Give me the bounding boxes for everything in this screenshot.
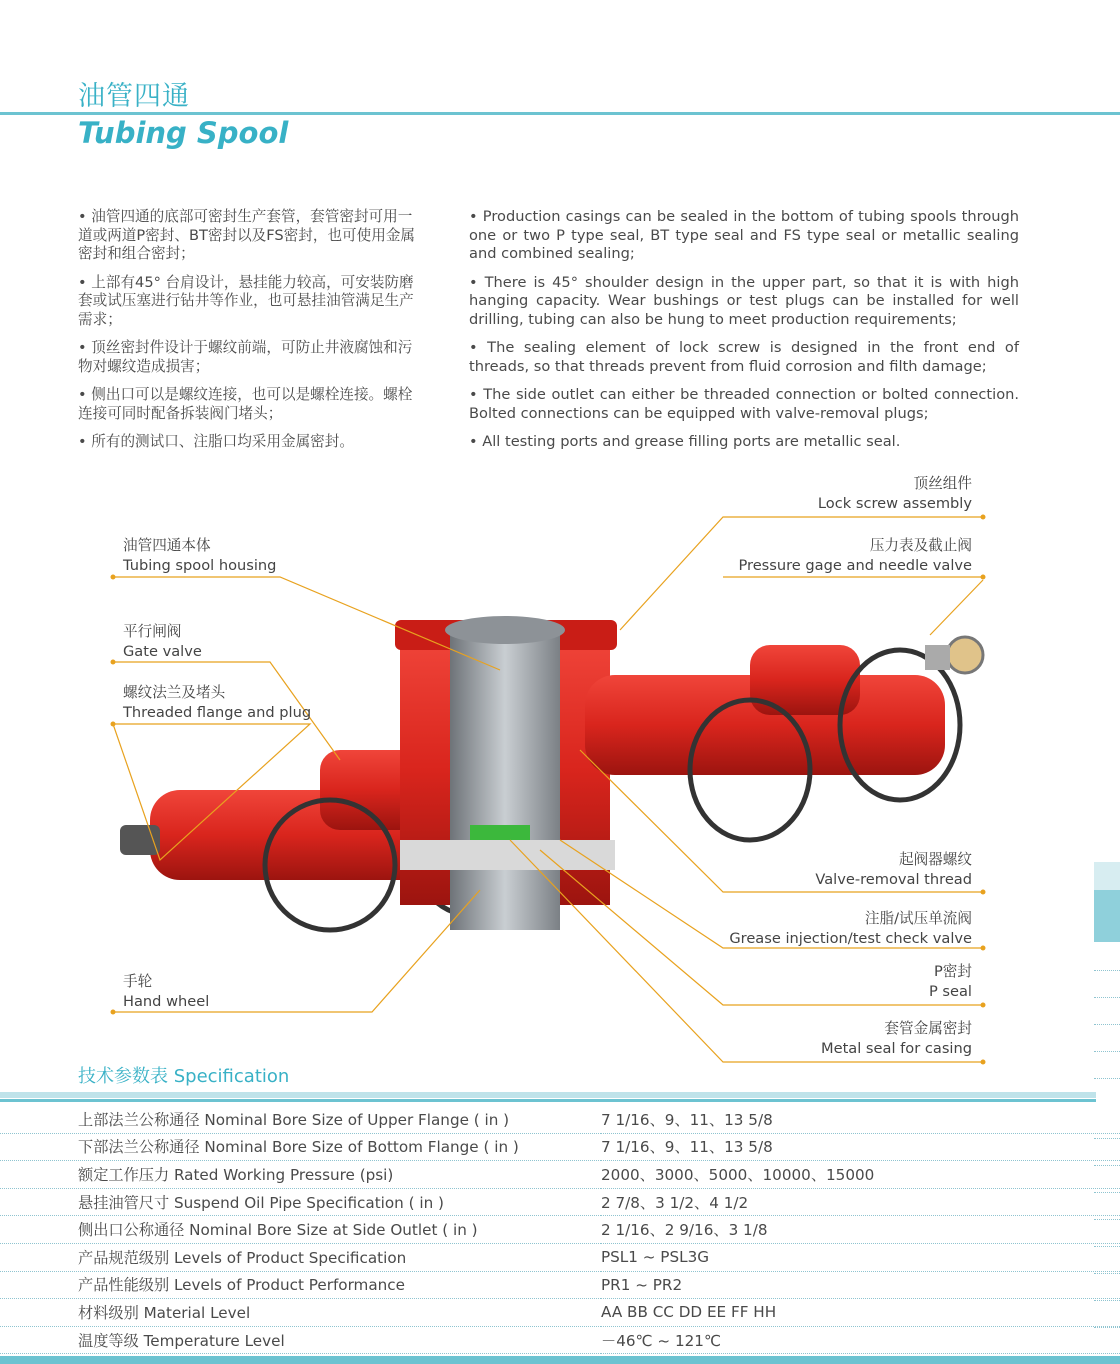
callout-hand-wheel-en: Hand wheel <box>123 992 210 1010</box>
title-divider <box>0 112 1120 115</box>
callout-pressure-gage-en: Pressure gage and needle valve <box>738 556 972 574</box>
callout-metal-seal <box>821 1019 972 1058</box>
table-row <box>0 1161 1120 1189</box>
table-row <box>0 1299 1120 1327</box>
page-edge-dotline <box>1094 1078 1120 1079</box>
page-edge-dotline <box>1094 1192 1120 1193</box>
callout-valve-removal-en: Valve-removal thread <box>815 870 972 888</box>
page-edge-dotline <box>1094 997 1120 998</box>
page-edge-dotline <box>1094 1300 1120 1301</box>
callout-hand-wheel <box>123 972 209 1011</box>
feature-cn-5: • 所有的测试口、注脂口均采用金属密封。 <box>78 433 423 452</box>
table-row <box>0 1106 1120 1133</box>
spec-param: 侧出口公称通径 Nominal Bore Size at Side Outlet ( in ) <box>0 1216 601 1244</box>
feature-en-5: • All testing ports and grease filling ports are metallic seal. <box>469 433 1019 452</box>
callout-pressure-gage <box>738 536 972 575</box>
callout-lock-screw-en: Lock screw assembly <box>817 494 972 512</box>
spec-value: AA BB CC DD EE FF HH <box>601 1299 1120 1327</box>
callout-threaded-flange-cn: 螺纹法兰及堵头 <box>123 684 226 701</box>
spec-value: 7 1/16、9、11、13 5/8 <box>601 1133 1120 1161</box>
feature-en-4: • The side outlet can either be threaded connection or bolted connection. Bolted connections can be equipped with valve-removal plugs; <box>469 386 1019 423</box>
callout-gate-valve-en: Gate valve <box>123 642 202 660</box>
feature-en-1: • Production casings can be sealed in the bottom of tubing spools through one or two P type seal, BT type seal and FS type seal or metallic sealing and combined sealing; <box>469 208 1019 264</box>
page-edge-dotline <box>1094 1327 1120 1328</box>
page-edge-tab-active <box>1094 890 1120 942</box>
callout-gate-valve <box>123 622 202 661</box>
callout-lock-screw-cn: 顶丝组件 <box>913 475 972 492</box>
feature-cn-1: • 油管四通的底部可密封生产套管，套管密封可用一道或两道P密封、BT密封以及FS密封，也可使用金属密封和组合密封； <box>78 208 423 264</box>
page-edge-dotline <box>1094 1219 1120 1220</box>
callout-grease-injection-en: Grease injection/test check valve <box>729 929 972 947</box>
callout-p-seal-cn: P密封 <box>934 963 972 980</box>
spec-value: 2 7/8、3 1/2、4 1/2 <box>601 1188 1120 1216</box>
spec-title-en: Specification <box>173 1066 290 1087</box>
table-row <box>0 1216 1120 1244</box>
feature-cn-3: • 顶丝密封件设计于螺纹前端，可防止井液腐蚀和污物对螺纹造成损害； <box>78 339 423 376</box>
callout-hand-wheel-cn: 手轮 <box>123 973 153 990</box>
spec-title <box>78 1062 289 1088</box>
callout-grease-injection-cn: 注脂/试压单流阀 <box>864 910 972 927</box>
spec-param: 温度等级 Temperature Level <box>0 1326 601 1354</box>
feature-en-2: • There is 45° shoulder design in the upper part, so that it is with high hanging capacity. Wear bushings or test plugs can be installed for well drilling, tubing can also be hung to meet production requirements; <box>469 274 1019 330</box>
page-bottom-bar <box>0 1356 1120 1364</box>
callout-threaded-flange-en: Threaded flange and plug <box>123 703 312 721</box>
spec-param: 材料级别 Material Level <box>0 1299 601 1327</box>
callout-pressure-gage-cn: 压力表及截止阀 <box>869 537 972 554</box>
callout-lock-screw <box>818 474 972 513</box>
spec-value: －46℃ ~ 121℃ <box>601 1326 1120 1354</box>
callout-housing <box>123 536 276 575</box>
page-edge-dotline <box>1094 1024 1120 1025</box>
table-row <box>0 1243 1120 1271</box>
table-row <box>0 1133 1120 1161</box>
callout-p-seal-en: P seal <box>928 982 972 1000</box>
page-title-en: Tubing Spool <box>78 116 289 150</box>
spec-param: 产品性能级别 Levels of Product Performance <box>0 1271 601 1299</box>
spec-value: PR1 ~ PR2 <box>601 1271 1120 1299</box>
page-title-cn: 油管四通 <box>78 81 190 112</box>
callout-p-seal <box>929 962 972 1001</box>
callout-threaded-flange <box>123 683 311 722</box>
page-edge-dotline <box>1094 1246 1120 1247</box>
spec-value: PSL1 ~ PSL3G <box>601 1243 1120 1271</box>
page-edge-dotline <box>1094 970 1120 971</box>
callout-housing-cn: 油管四通本体 <box>123 537 211 554</box>
feature-cn-4: • 侧出口可以是螺纹连接，也可以是螺栓连接。螺栓连接可同时配备拆装阀门堵头； <box>78 386 423 423</box>
features-cn <box>78 208 423 462</box>
spec-value: 2 1/16、2 9/16、3 1/8 <box>601 1216 1120 1244</box>
callout-gate-valve-cn: 平行闸阀 <box>123 623 182 640</box>
feature-en-3: • The sealing element of lock screw is designed in the front end of threads, so that threads prevent from fluid corrosion and filth damage; <box>469 339 1019 376</box>
callout-valve-removal-cn: 起阀器螺纹 <box>899 851 972 868</box>
spec-value: 2000、3000、5000、10000、15000 <box>601 1161 1120 1189</box>
spec-table <box>0 1106 1120 1354</box>
spec-divider-light <box>0 1092 1096 1098</box>
callout-valve-removal <box>815 850 972 889</box>
features-en <box>469 208 1019 462</box>
feature-cn-2: • 上部有45° 台肩设计，悬挂能力较高，可安装防磨套或试压塞进行钻井等作业，也可悬挂油管满足生产需求； <box>78 274 423 330</box>
callout-metal-seal-en: Metal seal for casing <box>821 1039 972 1057</box>
page-edge-dotline <box>1094 1165 1120 1166</box>
spec-param: 下部法兰公称通径 Nominal Bore Size of Bottom Flange ( in ) <box>0 1133 601 1161</box>
table-row <box>0 1188 1120 1216</box>
table-row <box>0 1271 1120 1299</box>
spec-divider <box>0 1099 1096 1102</box>
callout-housing-en: Tubing spool housing <box>123 556 277 574</box>
spec-param: 上部法兰公称通径 Nominal Bore Size of Upper Flange ( in ) <box>0 1106 601 1133</box>
page-edge-dotline <box>1094 1273 1120 1274</box>
callout-grease-injection <box>729 909 972 948</box>
spec-param: 产品规范级别 Levels of Product Specification <box>0 1243 601 1271</box>
page-edge-dotline <box>1094 1138 1120 1139</box>
page-edge-dotline <box>1094 1051 1120 1052</box>
page-edge-tab-light <box>1094 862 1120 890</box>
spec-value: 7 1/16、9、11、13 5/8 <box>601 1106 1120 1133</box>
callout-metal-seal-cn: 套管金属密封 <box>884 1020 972 1037</box>
spec-param: 悬挂油管尺寸 Suspend Oil Pipe Specification ( in ) <box>0 1188 601 1216</box>
spec-param: 额定工作压力 Rated Working Pressure (psi) <box>0 1161 601 1189</box>
table-row <box>0 1326 1120 1354</box>
spec-title-cn: 技术参数表 <box>78 1066 168 1087</box>
